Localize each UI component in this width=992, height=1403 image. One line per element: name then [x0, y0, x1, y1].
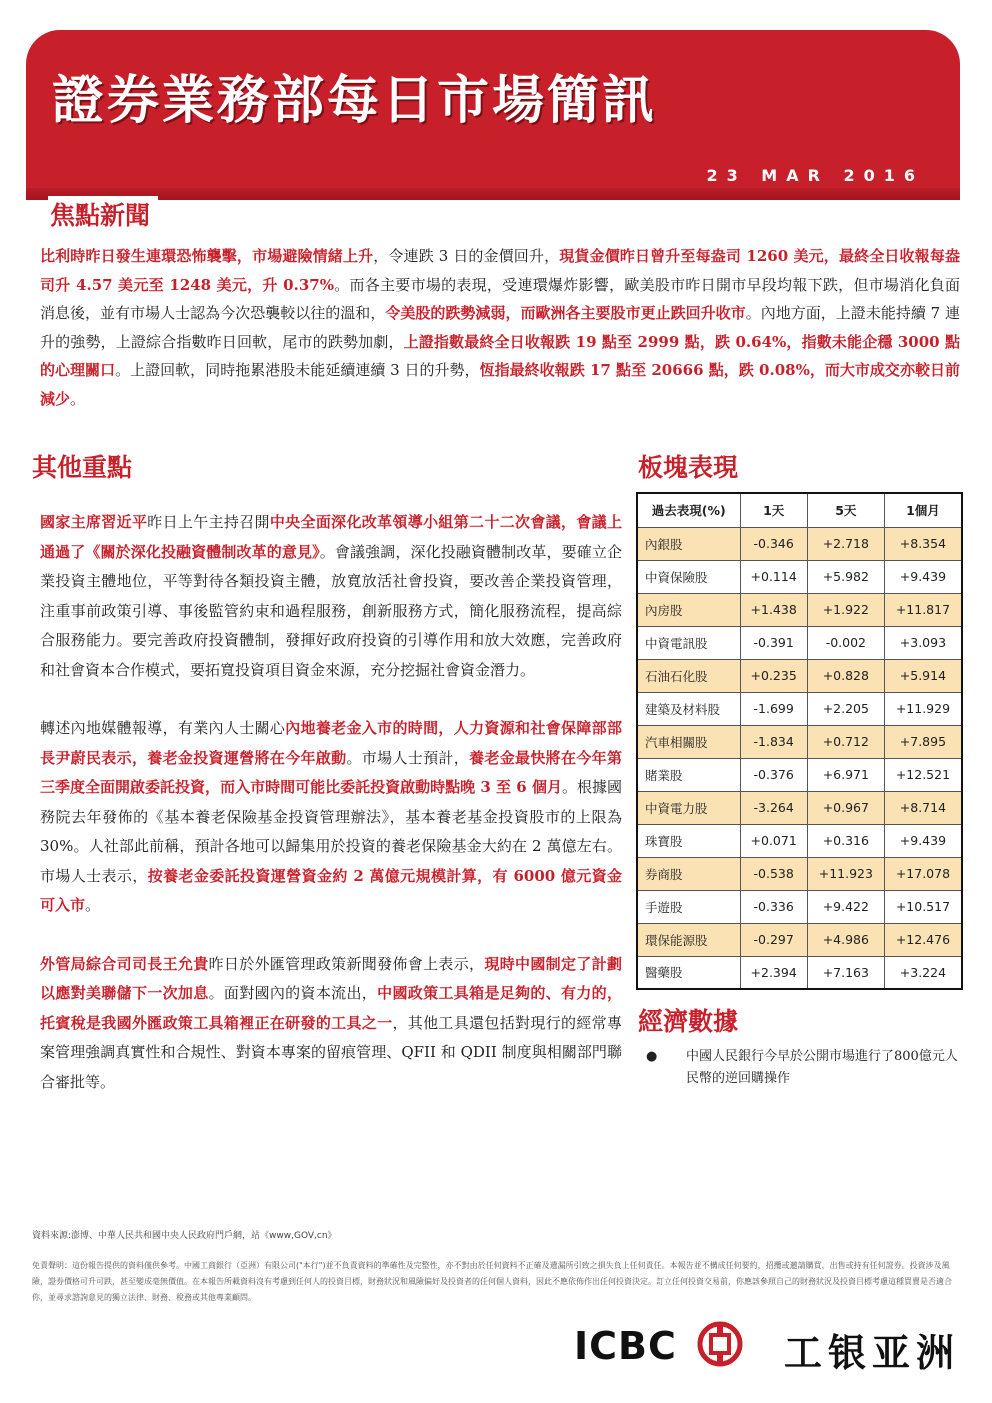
sector-performance-heading: 板塊表現: [638, 453, 739, 482]
table-row: [637, 626, 962, 659]
table-row: [637, 956, 962, 989]
table-row: [637, 890, 962, 923]
economic-data-heading: 經濟數據: [638, 1007, 739, 1036]
table-row: [637, 659, 962, 692]
sector-name-cell: 石油石化股: [637, 659, 740, 692]
bullet-icon: ●: [646, 1049, 658, 1064]
one-day-cell: -0.538: [740, 857, 807, 890]
five-day-cell: +0.967: [807, 791, 884, 824]
highlighted-text: 比利時昨日發生連環恐怖襲擊，市場避險情緒上升: [40, 247, 374, 265]
header-cell: 1個月: [884, 493, 962, 527]
highlighted-text: 中央全面深化改革領導小組第二十二次會議，會議上通過了《關於深化投融資體制改革的意見》: [40, 513, 622, 561]
highlighted-text: 現時中國制定了計劃以應對美聯儲下一次加息: [40, 954, 622, 1002]
icbc-emblem-icon: [696, 1320, 744, 1368]
five-day-cell: +2.718: [807, 527, 884, 560]
body-text: 昨日於外匯管理政策新聞發佈會上表示，: [208, 954, 485, 973]
five-day-cell: +11.923: [807, 857, 884, 890]
table-row: [637, 791, 962, 824]
sector-performance-table: [636, 492, 963, 990]
five-day-cell: +6.971: [807, 758, 884, 791]
one-day-cell: -0.336: [740, 890, 807, 923]
highlighted-text: 國家主席習近平: [40, 513, 148, 531]
body-text: 。上證回軟，同時拖累港股未能延續連續 3 日的升勢，: [115, 361, 480, 379]
five-day-cell: -0.002: [807, 626, 884, 659]
sector-name-cell: 珠寶股: [637, 824, 740, 857]
one-month-cell: +10.517: [884, 890, 962, 923]
five-day-cell: +0.316: [807, 824, 884, 857]
sector-name-cell: 內房股: [637, 593, 740, 626]
table-row: [637, 857, 962, 890]
one-month-cell: +5.914: [884, 659, 962, 692]
economic-data-text: 中國人民銀行今早於公開市場進行了800億元人民幣的逆回購操作: [686, 1049, 958, 1086]
table-row: [637, 758, 962, 791]
highlighted-text: 按養老金委託投資運營資金約 2 萬億元規模計算，有 6000 億元資金可入市: [40, 866, 622, 914]
sector-name-cell: 手遊股: [637, 890, 740, 923]
highlighted-text: 現貨金價昨日曾升至每盎司 1260 美元，最終全日收報每盎司升 4.57 美元至 1248 美元，升 0.37%: [40, 247, 960, 294]
disclaimer-text: 免責聲明：這份報告提供的資料僅供參考。中國工商銀行（亞洲）有限公司("本行")並不負責資料的準確性及完整性，亦不對由於任何資料不正確及遺漏所引致之損失負上任何責任。本報告並不構成任何要約，招攬或邀請購買，出售或持有任何證券。投資涉及風險，證券價格可升可跌，甚至變成毫無價值。在本報告所載資料沒有考慮到任何人的投資目標，財務狀況和風險偏好及投資者的任何個人資料，因此不應依佈作出任何投資決定。訂立任何投資交易前，你應該參照自己的財務狀況及投資目標考慮這種買賣是否適合你，並尋求諮詢意見的獨立法律、財務、稅務或其他專業顧問。: [32, 1261, 952, 1302]
sector-name-cell: 賭業股: [637, 758, 740, 791]
one-day-cell: -1.834: [740, 725, 807, 758]
table-row: [637, 923, 962, 956]
one-month-cell: +3.093: [884, 626, 962, 659]
five-day-cell: +4.986: [807, 923, 884, 956]
body-text: 。會議強調，深化投融資體制改革，要確立企業投資主體地位，平等對待各類投資主體，放寬放活社會投資，要改善企業投資管理，注重事前政策引導、事後監管約束和過程服務，創新服務方式，簡化服務流程，提高綜合服務能力。要完善政府投資體制，發揮好政府投資的引導作用和放大效應，完善政府和社會資本合作模式，要拓寬投資項目資金來源，充分挖掘社會資金潛力。: [40, 542, 622, 679]
one-day-cell: -0.297: [740, 923, 807, 956]
five-day-cell: +2.205: [807, 692, 884, 725]
body-text: 。市場人士預計，: [346, 748, 470, 767]
one-day-cell: +0.071: [740, 824, 807, 857]
focus-news-body: [40, 242, 960, 413]
list-item: [646, 1046, 962, 1090]
sector-rows: [637, 527, 962, 989]
one-month-cell: +9.439: [884, 824, 962, 857]
data-source-note: 資料來源:澎博、中華人民共和國中央人民政府門戶網，站《www,GOV,cn》: [32, 1231, 337, 1241]
one-month-cell: +8.354: [884, 527, 962, 560]
one-month-cell: +11.929: [884, 692, 962, 725]
five-day-cell: +5.982: [807, 560, 884, 593]
sector-name-cell: 環保能源股: [637, 923, 740, 956]
highlighted-text: 令美股的跌勢減弱，而歐洲各主要股市更止跌回升收市: [385, 304, 746, 322]
highlighted-text: 養老金最快將在今年第三季度全面開啟委託投資，而入市時間可能比委託投資啟動時點晚 3 至 6 個月: [40, 748, 622, 796]
one-day-cell: -1.699: [740, 692, 807, 725]
header-cell: 5天: [807, 493, 884, 527]
one-day-cell: -3.264: [740, 791, 807, 824]
sector-name-cell: 汽車相關股: [637, 725, 740, 758]
table-row: [637, 824, 962, 857]
highlighted-text: 外管局綜合司司長王允貴: [40, 954, 209, 973]
one-month-cell: +17.078: [884, 857, 962, 890]
other-highlights-body: [40, 508, 622, 1126]
one-month-cell: +9.439: [884, 560, 962, 593]
one-day-cell: +0.114: [740, 560, 807, 593]
five-day-cell: +0.828: [807, 659, 884, 692]
one-day-cell: -0.391: [740, 626, 807, 659]
news-paragraph: [40, 950, 622, 1098]
five-day-cell: +0.712: [807, 725, 884, 758]
sector-name-cell: 中資電力股: [637, 791, 740, 824]
sector-name-cell: 建築及材料股: [637, 692, 740, 725]
one-day-cell: -0.376: [740, 758, 807, 791]
body-text: ，令連跌 3 日的金價回升，: [373, 247, 560, 265]
header-cell: 過去表現(%): [637, 493, 740, 527]
page-title: 證券業務部每日市場簡訊: [52, 71, 658, 131]
one-month-cell: +7.895: [884, 725, 962, 758]
body-text: ，其他工具還包括對現行的經常專案管理強調真實性和合規性、對資本專案的留痕管理、QFII 和 QDII 制度與相關部門聯合審批等。: [40, 1013, 622, 1091]
table-row: [637, 593, 962, 626]
economic-data-list: [646, 1046, 962, 1090]
table-header-row: [637, 493, 962, 527]
report-date: 23 MAR 2016: [706, 166, 924, 185]
five-day-cell: +9.422: [807, 890, 884, 923]
sector-name-cell: 中資電訊股: [637, 626, 740, 659]
body-text: 。: [70, 389, 86, 408]
highlighted-text: 恆指最終收報跌 17 點至 20666 點，跌 0.08%，而大市成交亦較日前減少: [40, 361, 960, 408]
sector-name-cell: 醫藥股: [637, 956, 740, 989]
highlighted-text: 內地養老金入市的時間，人力資源和社會保障部部長尹蔚民表示，養老金投資運營將在今年啟動: [40, 719, 622, 767]
logo-english-text: ICBC: [574, 1324, 677, 1368]
one-month-cell: +8.714: [884, 791, 962, 824]
focus-news-heading: 焦點新聞: [48, 196, 158, 232]
one-day-cell: -0.346: [740, 527, 807, 560]
highlighted-text: 上證指數最終全日收報跌 19 點至 2999 點，跌 0.64%，指數未能企穩 3000 點的心理關口: [40, 332, 960, 379]
logo-chinese-text: 工银亚洲: [784, 1331, 961, 1375]
body-text: 。面對國內的資本流出，: [208, 984, 378, 1002]
body-text: 。根據國務院去年發佈的《基本養老保險基金投資管理辦法》，基本養老基金投資股市的上限為 30%。人社部此前稱，預計各地可以歸集用於投資的養老保險基金大約在 2 萬億左右。市場人士表示，: [40, 778, 622, 885]
icbc-asia-logo: [574, 1320, 961, 1375]
body-text: 。而各主要市場的表現，受連環爆炸影響，歐美股市昨日開市早段均報下跌，但市場消化負面消息後，並有市場人士認為今次恐襲較以往的溫和，: [40, 275, 960, 322]
body-text: 昨日上午主持召開: [147, 513, 270, 531]
other-highlights-heading: 其他重點: [32, 453, 133, 482]
five-day-cell: +7.163: [807, 956, 884, 989]
header-cell: 1天: [740, 493, 807, 527]
table-row: [637, 692, 962, 725]
one-month-cell: +3.224: [884, 956, 962, 989]
sector-name-cell: 內銀股: [637, 527, 740, 560]
highlighted-text: 中國政策工具箱是足夠的、有力的，托賓稅是我國外匯政策工具箱裡正在研發的工具之一: [40, 984, 622, 1032]
five-day-cell: +1.922: [807, 593, 884, 626]
table-row: [637, 560, 962, 593]
table-row: [637, 725, 962, 758]
body-text: 。: [85, 896, 101, 914]
one-month-cell: +11.817: [884, 593, 962, 626]
body-text: 。內地方面，上證未能持續 7 連升的強勢，上證綜合指數昨日回軟，尾市的跌勢加劇，: [40, 304, 960, 351]
one-day-cell: +1.438: [740, 593, 807, 626]
news-paragraph: [40, 714, 622, 921]
body-text: 轉述內地媒體報導，有業內人士關心: [40, 719, 286, 737]
one-day-cell: +2.394: [740, 956, 807, 989]
one-month-cell: +12.521: [884, 758, 962, 791]
sector-name-cell: 券商股: [637, 857, 740, 890]
sector-name-cell: 中資保險股: [637, 560, 740, 593]
one-day-cell: +0.235: [740, 659, 807, 692]
news-paragraph: [40, 508, 622, 685]
one-month-cell: +12.476: [884, 923, 962, 956]
table-row: [637, 527, 962, 560]
